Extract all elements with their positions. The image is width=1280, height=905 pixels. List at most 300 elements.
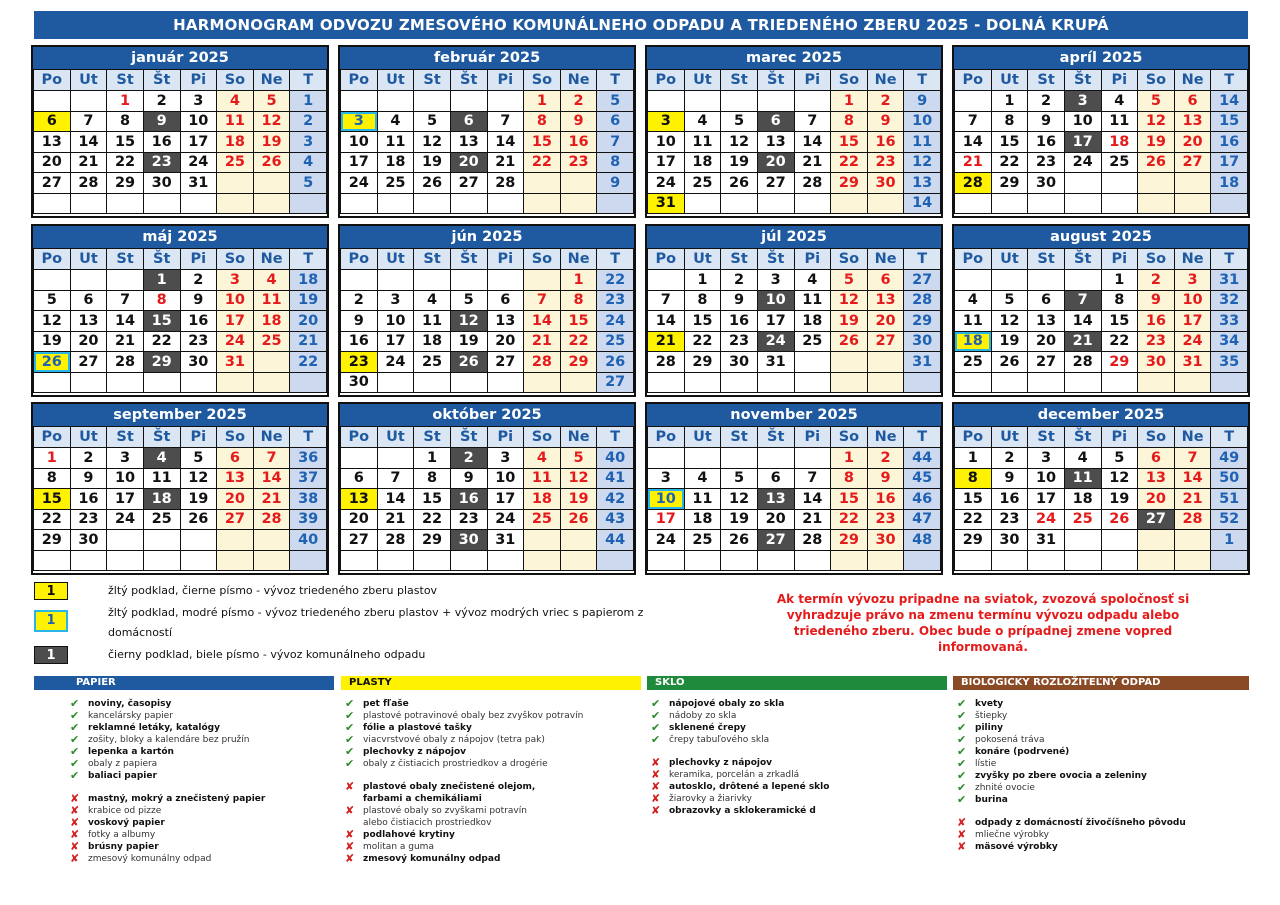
day-cell — [70, 372, 107, 393]
day-cell: 2 — [721, 270, 758, 291]
day-cell: 11 — [143, 468, 180, 489]
day-cell: 29 — [684, 352, 721, 373]
day-cell — [180, 530, 217, 551]
week-number: 29 — [904, 311, 941, 332]
day-cell — [143, 530, 180, 551]
day-cell: 2 — [450, 448, 487, 469]
week-number: 1 — [1211, 530, 1248, 551]
day-cell: 2 — [341, 290, 378, 311]
day-cell — [341, 270, 378, 291]
day-header: T — [1211, 70, 1248, 91]
day-cell: 14 — [487, 132, 524, 153]
day-cell: 25 — [414, 352, 451, 373]
day-cell — [107, 550, 144, 571]
cross-icon: ✘ — [651, 756, 661, 769]
day-cell: 2 — [1138, 270, 1175, 291]
day-cell: 12 — [253, 111, 290, 132]
week-number: 4 — [290, 152, 327, 173]
day-cell: 27 — [1174, 152, 1211, 173]
week-number — [1211, 193, 1248, 214]
day-cell — [450, 270, 487, 291]
week-number: 36 — [290, 448, 327, 469]
day-cell: 24 — [341, 173, 378, 194]
item-text: voskový papier — [88, 818, 165, 828]
day-header: Pi — [180, 70, 217, 91]
week-number: 14 — [1211, 91, 1248, 112]
item-text: žiarovky a žiarivky — [669, 794, 753, 804]
day-cell: 21 — [648, 331, 685, 352]
day-cell — [524, 550, 561, 571]
day-cell: 31 — [217, 352, 254, 373]
day-cell — [1138, 372, 1175, 393]
day-cell: 20 — [217, 489, 254, 510]
cross-icon: ✘ — [651, 804, 661, 817]
page-title: HARMONOGRAM ODVOZU ZMESOVÉHO KOMUNÁLNEHO ODPADU A TRIEDENÉHO ZBERU 2025 - DOLNÁ KRUPÁ — [34, 11, 1248, 39]
day-cell: 11 — [1064, 468, 1101, 489]
item-text: odpady z domácností živočíšneho pôvodu — [975, 818, 1186, 828]
day-cell: 3 — [487, 448, 524, 469]
day-cell — [34, 270, 71, 291]
day-cell — [1174, 550, 1211, 571]
month-calendar — [952, 224, 1250, 397]
not-accepted-item — [34, 841, 334, 853]
day-header: Ne — [1174, 70, 1211, 91]
item-text: pet fľaše — [363, 699, 409, 709]
day-cell: 15 — [831, 132, 868, 153]
item-text: kvety — [975, 699, 1004, 709]
item-text: reklamné letáky, katalógy — [88, 723, 220, 733]
week-number: 49 — [1211, 448, 1248, 469]
day-header: Ne — [867, 249, 904, 270]
day-header: Št — [1064, 70, 1101, 91]
day-cell: 24 — [377, 352, 414, 373]
day-cell: 15 — [414, 489, 451, 510]
day-cell — [757, 448, 794, 469]
day-cell: 7 — [107, 290, 144, 311]
month-calendar — [645, 402, 943, 575]
week-number: 32 — [1211, 290, 1248, 311]
day-cell: 2 — [143, 91, 180, 112]
day-header: Ne — [253, 70, 290, 91]
day-cell — [253, 173, 290, 194]
day-cell: 22 — [143, 331, 180, 352]
day-cell: 26 — [721, 173, 758, 194]
day-header: Št — [757, 70, 794, 91]
accepted-item — [34, 710, 334, 722]
day-cell — [414, 372, 451, 393]
day-cell: 2 — [867, 91, 904, 112]
day-cell: 5 — [991, 290, 1028, 311]
day-cell: 24 — [757, 331, 794, 352]
week-number: 40 — [290, 530, 327, 551]
day-cell — [1101, 193, 1138, 214]
day-cell — [377, 448, 414, 469]
day-cell: 8 — [955, 468, 992, 489]
day-cell — [684, 91, 721, 112]
day-cell: 19 — [414, 152, 451, 173]
day-cell: 11 — [524, 468, 561, 489]
day-cell: 8 — [524, 111, 561, 132]
day-cell: 12 — [1138, 111, 1175, 132]
day-cell — [794, 448, 831, 469]
day-cell — [1028, 372, 1065, 393]
day-cell — [217, 550, 254, 571]
day-cell — [377, 550, 414, 571]
day-cell: 13 — [487, 311, 524, 332]
month-title: september 2025 — [33, 404, 327, 426]
day-cell: 8 — [1101, 290, 1138, 311]
check-icon: ✔ — [957, 721, 967, 734]
item-text: plastové obaly so zvyškami potravín — [363, 806, 527, 816]
day-cell — [107, 270, 144, 291]
day-cell: 31 — [757, 352, 794, 373]
day-cell: 17 — [1064, 132, 1101, 153]
day-cell: 25 — [684, 530, 721, 551]
day-cell: 12 — [991, 311, 1028, 332]
item-text: fotky a albumy — [88, 830, 156, 840]
day-header: Pi — [180, 249, 217, 270]
week-number: 10 — [904, 111, 941, 132]
cross-icon: ✘ — [651, 792, 661, 805]
day-cell: 22 — [524, 152, 561, 173]
accepted-item — [953, 770, 1249, 782]
day-cell: 25 — [143, 509, 180, 530]
category-header: PAPIER — [34, 676, 334, 690]
day-cell: 13 — [70, 311, 107, 332]
item-text: obrazovky a sklokeramické d — [669, 806, 816, 816]
day-cell — [377, 193, 414, 214]
day-cell: 16 — [143, 132, 180, 153]
month-title: august 2025 — [954, 226, 1248, 248]
week-number — [290, 372, 327, 393]
week-number: 3 — [290, 132, 327, 153]
check-icon: ✔ — [651, 697, 661, 710]
day-cell: 25 — [377, 173, 414, 194]
month-calendar — [31, 45, 329, 218]
day-cell: 29 — [143, 352, 180, 373]
day-cell: 3 — [377, 290, 414, 311]
cross-icon: ✘ — [70, 852, 80, 865]
day-cell: 27 — [341, 530, 378, 551]
day-cell — [831, 550, 868, 571]
day-cell: 20 — [34, 152, 71, 173]
week-number: 9 — [904, 91, 941, 112]
accepted-item — [341, 722, 641, 734]
day-header: Št — [757, 249, 794, 270]
cross-icon: ✘ — [345, 780, 355, 793]
legend-swatch: 1 — [34, 582, 68, 600]
accepted-item — [647, 698, 947, 710]
day-cell: 30 — [867, 173, 904, 194]
day-cell: 25 — [524, 509, 561, 530]
day-cell: 17 — [648, 509, 685, 530]
item-text: zošity, bloky a kalendáre bez pružín — [88, 735, 250, 745]
day-cell: 3 — [1174, 270, 1211, 291]
week-number — [597, 550, 634, 571]
week-number: 23 — [597, 290, 634, 311]
week-number: 6 — [597, 111, 634, 132]
day-header: St — [1028, 427, 1065, 448]
week-number: 44 — [597, 530, 634, 551]
check-icon: ✔ — [651, 721, 661, 734]
day-cell: 11 — [684, 132, 721, 153]
day-cell: 11 — [794, 290, 831, 311]
accepted-item — [341, 698, 641, 710]
day-cell — [487, 270, 524, 291]
day-cell: 18 — [524, 489, 561, 510]
item-text: lístie — [975, 759, 997, 769]
day-cell — [107, 530, 144, 551]
day-header: Pi — [794, 249, 831, 270]
day-cell: 9 — [560, 111, 597, 132]
accepted-item — [953, 698, 1249, 710]
day-cell: 30 — [1138, 352, 1175, 373]
week-number: 41 — [597, 468, 634, 489]
day-cell: 3 — [1064, 91, 1101, 112]
week-number: 43 — [597, 509, 634, 530]
day-cell — [180, 193, 217, 214]
day-header: Ne — [560, 70, 597, 91]
accepted-item — [953, 758, 1249, 770]
cross-icon: ✘ — [345, 852, 355, 865]
month-title: marec 2025 — [647, 47, 941, 69]
item-text: zhnité ovocie — [975, 783, 1035, 793]
day-cell: 25 — [955, 352, 992, 373]
day-cell: 4 — [253, 270, 290, 291]
day-cell: 12 — [721, 132, 758, 153]
day-cell: 3 — [341, 111, 378, 132]
day-cell — [757, 372, 794, 393]
day-cell: 28 — [70, 173, 107, 194]
day-header: St — [414, 427, 451, 448]
item-text: pokosená tráva — [975, 735, 1045, 745]
day-cell: 16 — [450, 489, 487, 510]
month-calendar — [31, 402, 329, 575]
day-cell: 13 — [1028, 311, 1065, 332]
accepted-item — [34, 770, 334, 782]
legend-text: čierny podklad, biele písmo - vývoz komunálneho odpadu — [108, 648, 426, 661]
day-cell: 2 — [180, 270, 217, 291]
day-cell: 4 — [414, 290, 451, 311]
day-cell: 8 — [107, 111, 144, 132]
not-accepted-item — [647, 769, 947, 781]
month-title: október 2025 — [340, 404, 634, 426]
day-cell — [955, 550, 992, 571]
week-number: 45 — [904, 468, 941, 489]
day-cell: 17 — [1174, 311, 1211, 332]
day-cell: 18 — [955, 331, 992, 352]
day-cell — [867, 550, 904, 571]
day-header: Po — [648, 70, 685, 91]
day-header: Pi — [794, 70, 831, 91]
day-header: T — [597, 427, 634, 448]
day-cell: 20 — [867, 311, 904, 332]
day-header: Ut — [991, 427, 1028, 448]
day-cell — [341, 91, 378, 112]
day-cell: 24 — [180, 152, 217, 173]
day-cell: 15 — [955, 489, 992, 510]
day-cell: 25 — [794, 331, 831, 352]
day-cell — [1174, 530, 1211, 551]
check-icon: ✔ — [70, 709, 80, 722]
check-icon: ✔ — [345, 757, 355, 770]
day-cell — [560, 530, 597, 551]
accepted-item — [34, 758, 334, 770]
day-cell: 18 — [684, 509, 721, 530]
day-cell — [1064, 193, 1101, 214]
day-cell — [1064, 530, 1101, 551]
day-cell: 1 — [107, 91, 144, 112]
not-accepted-item — [341, 853, 641, 865]
day-cell: 7 — [524, 290, 561, 311]
day-cell: 24 — [648, 173, 685, 194]
day-cell: 21 — [524, 331, 561, 352]
day-cell: 2 — [867, 448, 904, 469]
day-cell: 21 — [794, 152, 831, 173]
not-accepted-item — [34, 829, 334, 841]
day-cell — [757, 193, 794, 214]
day-header: T — [904, 70, 941, 91]
day-header: So — [524, 427, 561, 448]
week-number: 18 — [1211, 173, 1248, 194]
day-cell: 10 — [757, 290, 794, 311]
day-cell: 17 — [487, 489, 524, 510]
day-cell — [143, 372, 180, 393]
day-cell: 17 — [648, 152, 685, 173]
day-cell — [1101, 372, 1138, 393]
day-cell: 26 — [414, 173, 451, 194]
day-cell: 28 — [794, 173, 831, 194]
waste-category — [647, 676, 947, 817]
day-cell — [524, 372, 561, 393]
day-cell: 28 — [253, 509, 290, 530]
day-cell: 26 — [450, 352, 487, 373]
day-cell — [1064, 270, 1101, 291]
item-text: krabice od pizze — [88, 806, 162, 816]
day-cell — [253, 352, 290, 373]
day-cell — [70, 193, 107, 214]
check-icon: ✔ — [70, 697, 80, 710]
check-icon: ✔ — [70, 745, 80, 758]
day-cell: 19 — [721, 152, 758, 173]
day-cell: 11 — [1101, 111, 1138, 132]
item-text: plechovky z nápojov — [669, 758, 773, 768]
day-cell: 17 — [217, 311, 254, 332]
day-header: Pi — [794, 427, 831, 448]
day-cell: 14 — [253, 468, 290, 489]
week-number: 17 — [1211, 152, 1248, 173]
day-cell: 29 — [955, 530, 992, 551]
day-cell — [253, 550, 290, 571]
day-cell: 10 — [180, 111, 217, 132]
day-cell: 15 — [34, 489, 71, 510]
legend-text: žltý podklad, modré písmo - vývoz triedeného zberu plastov + vývoz modrých vriec s papierom z domácností — [108, 606, 644, 639]
day-header: So — [524, 70, 561, 91]
item-text: keramika, porcelán a zrkadlá — [669, 770, 800, 780]
day-cell — [1174, 372, 1211, 393]
day-cell: 11 — [414, 311, 451, 332]
day-cell: 29 — [1101, 352, 1138, 373]
week-number: 20 — [290, 311, 327, 332]
day-cell: 4 — [217, 91, 254, 112]
day-cell — [414, 91, 451, 112]
week-number: 28 — [904, 290, 941, 311]
day-cell: 27 — [217, 509, 254, 530]
check-icon: ✔ — [70, 733, 80, 746]
day-cell: 23 — [70, 509, 107, 530]
day-cell: 26 — [1138, 152, 1175, 173]
day-cell: 27 — [1138, 509, 1175, 530]
day-cell: 28 — [1064, 352, 1101, 373]
day-cell: 21 — [107, 331, 144, 352]
day-header: T — [1211, 427, 1248, 448]
day-cell: 20 — [341, 509, 378, 530]
day-cell: 10 — [107, 468, 144, 489]
day-cell: 16 — [721, 311, 758, 332]
day-cell — [1138, 530, 1175, 551]
day-cell: 4 — [1101, 91, 1138, 112]
day-cell — [180, 550, 217, 571]
category-header: SKLO — [647, 676, 947, 690]
day-cell: 24 — [107, 509, 144, 530]
day-cell: 1 — [143, 270, 180, 291]
check-icon: ✔ — [957, 781, 967, 794]
day-cell: 7 — [487, 111, 524, 132]
day-cell — [560, 372, 597, 393]
day-cell — [721, 550, 758, 571]
day-cell: 21 — [794, 509, 831, 530]
day-header: T — [597, 249, 634, 270]
week-number: 39 — [290, 509, 327, 530]
day-header: Ne — [1174, 249, 1211, 270]
day-cell: 21 — [253, 489, 290, 510]
day-cell — [524, 270, 561, 291]
day-header: Ne — [253, 427, 290, 448]
day-header: Ne — [560, 427, 597, 448]
item-text: burina — [975, 795, 1008, 805]
week-number: 30 — [904, 331, 941, 352]
check-icon: ✔ — [957, 697, 967, 710]
day-cell — [341, 550, 378, 571]
day-cell — [1138, 550, 1175, 571]
day-cell — [1138, 193, 1175, 214]
week-number: 47 — [904, 509, 941, 530]
day-cell — [217, 372, 254, 393]
week-number: 8 — [597, 152, 634, 173]
not-accepted-item — [953, 817, 1249, 829]
day-cell — [1138, 173, 1175, 194]
day-cell: 18 — [1101, 132, 1138, 153]
day-header: Ut — [991, 249, 1028, 270]
day-cell: 10 — [648, 132, 685, 153]
item-text: zmesový komunálny odpad — [88, 854, 212, 864]
day-cell: 3 — [757, 270, 794, 291]
day-cell: 23 — [867, 509, 904, 530]
day-cell: 5 — [450, 290, 487, 311]
day-header: Ut — [70, 249, 107, 270]
day-cell: 19 — [180, 489, 217, 510]
day-cell — [991, 193, 1028, 214]
day-cell: 9 — [1028, 111, 1065, 132]
item-text: nádoby zo skla — [669, 711, 737, 721]
day-cell: 6 — [1138, 448, 1175, 469]
day-cell: 20 — [757, 509, 794, 530]
day-cell: 13 — [1138, 468, 1175, 489]
day-cell: 18 — [377, 152, 414, 173]
day-header: So — [1138, 427, 1175, 448]
day-header: Pi — [1101, 249, 1138, 270]
day-header: Ne — [560, 249, 597, 270]
